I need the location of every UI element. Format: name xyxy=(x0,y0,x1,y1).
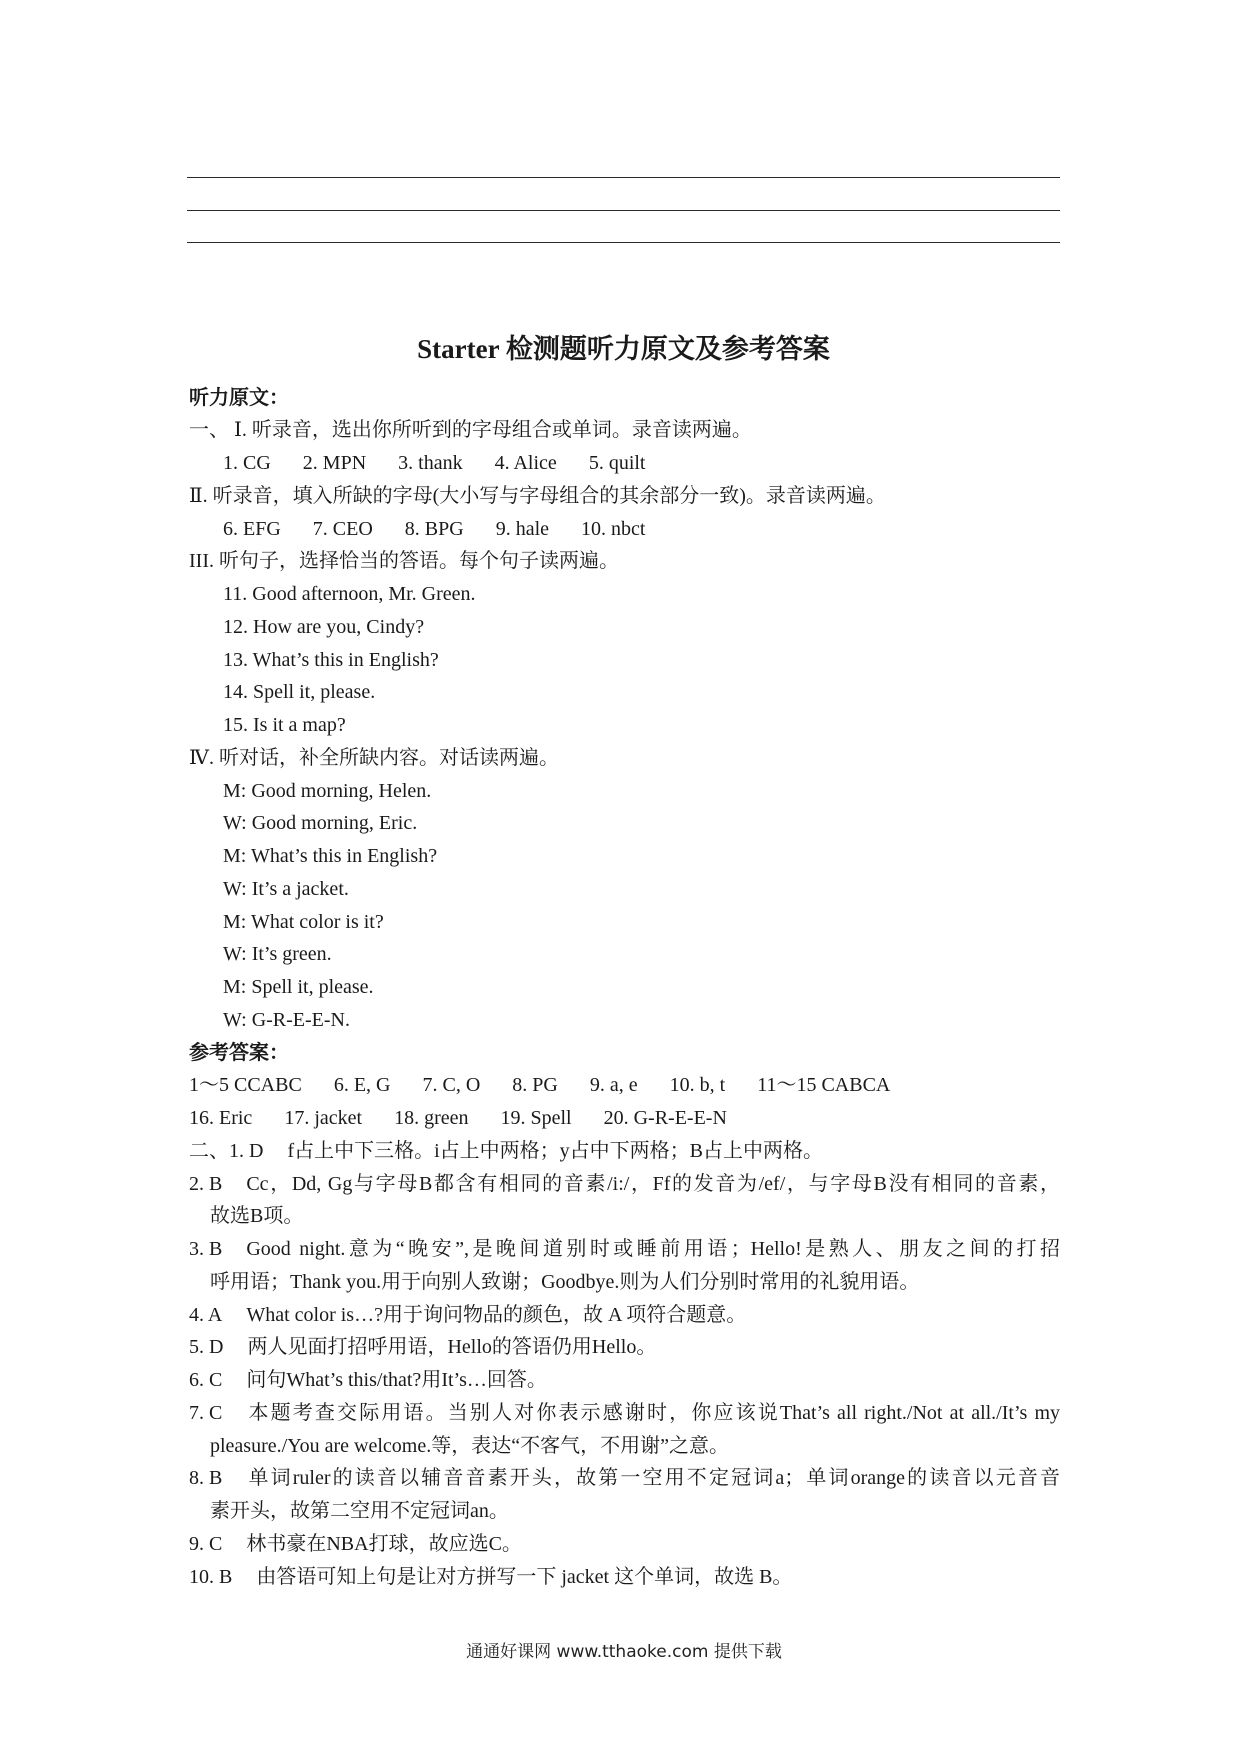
part1-items xyxy=(189,447,1060,480)
answer-item: 6. E, G xyxy=(333,1074,391,1097)
part3-sentence: 11. Good afternoon, Mr. Green. xyxy=(223,583,476,606)
dialogue-line: W: It’s green. xyxy=(223,943,332,966)
part2-item: 6. EFG xyxy=(223,517,281,540)
answer-item: 1～5 CCABC xyxy=(189,1074,302,1097)
explanation-text: 由答语可知上句是让对方拼写一下 jacket 这个单词，故选 B。 xyxy=(256,1565,793,1588)
part4-instruction: Ⅳ. 听对话，补全所缺内容。对话读两遍。 xyxy=(189,746,559,769)
explanation-continuation: 呼用语；Thank you.用于向别人致谢；Goodbye.则为人们分别时常用的礼貌用语。 xyxy=(210,1270,920,1293)
explanation-label: 6. C xyxy=(189,1369,223,1392)
answers-row-2 xyxy=(189,1102,1060,1135)
answer-item: 9. a, e xyxy=(589,1074,638,1097)
dialogue-line: M: Good morning, Helen. xyxy=(223,779,432,802)
document-body xyxy=(189,382,1060,1594)
explanation-text: 单词ruler的读音以辅音音素开头，故第一空用不定冠词a；单词orange的读音以元音音 xyxy=(246,1467,1060,1490)
explanation-continuation: pleasure./You are welcome.等，表达“不客气，不用谢”之意。 xyxy=(210,1434,729,1457)
explanation-continuation: 故选B项。 xyxy=(210,1205,304,1228)
answer-item: 11～15 CABCA xyxy=(757,1074,891,1097)
part2-item: 7. CEO xyxy=(312,517,373,540)
explanation-text: 林书豪在NBA打球，故应选C。 xyxy=(246,1532,522,1555)
dialogue-line: M: What’s this in English? xyxy=(223,845,438,868)
answers-heading: 参考答案： xyxy=(189,1041,289,1064)
explanation xyxy=(189,1331,1060,1364)
explanation xyxy=(189,1233,1060,1266)
explanation-continuation: 素开头，故第二空用不定冠词an。 xyxy=(210,1500,509,1523)
dialogue-line: W: G-R-E-E-N. xyxy=(223,1008,350,1031)
part1-item: 5. quilt xyxy=(588,452,646,475)
answer-item: 10. b, t xyxy=(669,1074,726,1097)
dialogue-line: M: Spell it, please. xyxy=(223,976,374,999)
part2-instruction: Ⅱ. 听录音，填入所缺的字母(大小写与字母组合的其余部分一致)。录音读两遍。 xyxy=(189,484,886,507)
answer-item: 18. green xyxy=(394,1107,469,1130)
part1-item: 2. MPN xyxy=(302,452,367,475)
part2-item: 8. BPG xyxy=(404,517,464,540)
part1-item: 4. Alice xyxy=(494,452,557,475)
answer-item: 19. Spell xyxy=(500,1107,572,1130)
explanation-text: Good night.意为“晚安”,是晚间道别时或睡前用语；Hello!是熟人、朋友之间的打招 xyxy=(246,1238,1060,1261)
explanation-text: f占上中下三格。i占上中两格；y占中下两格；B占上中两格。 xyxy=(287,1139,824,1162)
explanation-text: 两人见面打招呼用语，Hello的答语仍用Hello。 xyxy=(247,1336,657,1359)
part3-sentence: 13. What’s this in English? xyxy=(223,648,439,671)
explanation-label: 7. C xyxy=(189,1401,223,1424)
part3-instruction: III. 听句子，选择恰当的答语。每个句子读两遍。 xyxy=(189,550,619,573)
dialogue-line: M: What color is it? xyxy=(223,910,384,933)
explanation-label: 4. A xyxy=(189,1303,223,1326)
explanation-label: 8. B xyxy=(189,1467,223,1490)
header-rule-1 xyxy=(187,177,1060,178)
part1-item: 3. thank xyxy=(398,452,463,475)
explanation-text: 问句What’s this/that?用It’s…回答。 xyxy=(246,1369,547,1392)
answer-item: 16. Eric xyxy=(189,1107,253,1130)
answers-row-1 xyxy=(189,1069,1060,1102)
explanation-text: What color is…?用于询问物品的颜色，故 A 项符合题意。 xyxy=(246,1303,747,1326)
explanation xyxy=(189,1168,1060,1201)
part3-sentence: 15. Is it a map? xyxy=(223,714,346,737)
header-rule-2 xyxy=(187,210,1060,211)
part3-sentence: 14. Spell it, please. xyxy=(223,681,376,704)
listening-heading: 听力原文： xyxy=(189,386,289,409)
part1-item: 1. CG xyxy=(223,452,271,475)
part1-instruction: 一、 Ⅰ. 听录音，选出你所听到的字母组合或单词。录音读两遍。 xyxy=(189,419,752,442)
answer-item: 17. jacket xyxy=(284,1107,363,1130)
explanation-label: 10. B xyxy=(189,1565,233,1588)
answer-item: 8. PG xyxy=(512,1074,558,1097)
explanation xyxy=(189,1135,1060,1168)
explanation xyxy=(189,1561,1060,1594)
explanation-label: 3. B xyxy=(189,1238,223,1261)
explanation-label: 5. D xyxy=(189,1336,224,1359)
explanation-label: 9. C xyxy=(189,1532,223,1555)
header-rule-3 xyxy=(187,242,1060,243)
explanation-label: 二、1. D xyxy=(189,1139,264,1162)
dialogue-line: W: Good morning, Eric. xyxy=(223,812,418,835)
dialogue-line: W: It’s a jacket. xyxy=(223,877,349,900)
explanation xyxy=(189,1299,1060,1332)
explanation xyxy=(189,1397,1060,1430)
explanation-label: 2. B xyxy=(189,1172,223,1195)
explanation xyxy=(189,1462,1060,1495)
answer-item: 7. C, O xyxy=(422,1074,481,1097)
answer-item: 20. G-R-E-E-N xyxy=(603,1107,727,1130)
explanation-text: Cc，Dd, Gg与字母B都含有相同的音素/i:/，Ff的发音为/ef/，与字母B没有相同的音素， xyxy=(246,1172,1060,1195)
explanation xyxy=(189,1528,1060,1561)
page-title: Starter 检测题听力原文及参考答案 xyxy=(417,334,830,364)
part2-item: 9. hale xyxy=(495,517,550,540)
part2-items xyxy=(189,513,1060,546)
footer-source: 通通好课网 www.tthaoke.com 提供下载 xyxy=(466,1642,782,1662)
part2-item: 10. nbct xyxy=(581,517,646,540)
part3-sentence: 12. How are you, Cindy? xyxy=(223,615,425,638)
explanation-text: 本题考查交际用语。当别人对你表示感谢时，你应该说That’s all right./Not at all./It’s my xyxy=(246,1401,1060,1424)
explanation xyxy=(189,1364,1060,1397)
